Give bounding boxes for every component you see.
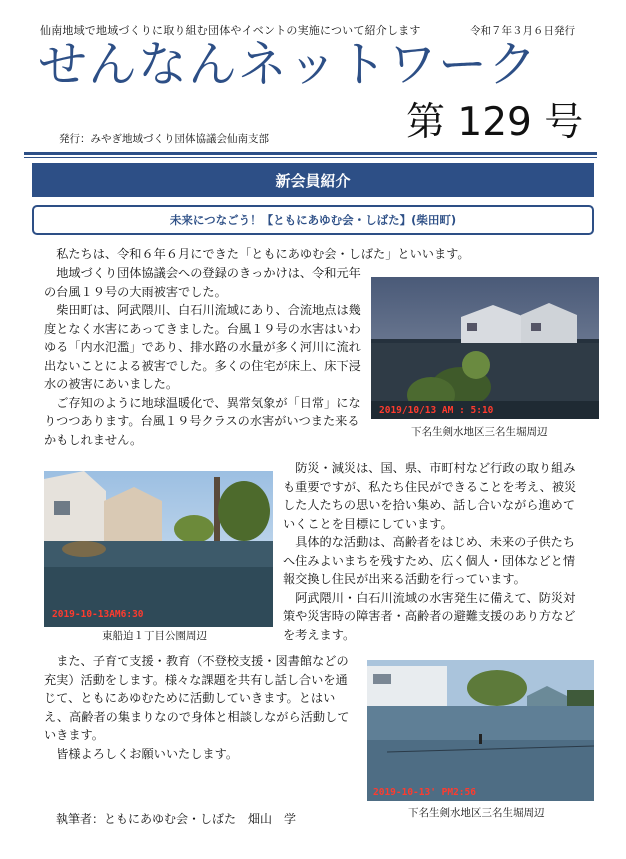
newsletter-title: せんなんネットワーク [38, 36, 539, 93]
photo-caption: 下名生剣水地区三名生堀周辺 [411, 426, 548, 438]
photo-caption: 東船迫１丁目公園周辺 [102, 630, 207, 642]
paragraph: 柴田町は、阿武隈川、白石川流域にあり、合流地点は幾度となく水害にあってきました。台風１９号の水害はいわゆる「内水氾濫」であり、排水路の水量が多く河川に流れ出ないことによる被害でした。多くの住宅が床上、床下浸水の被害にあいました。 [44, 303, 361, 391]
article-subheading: 未来につなごう！【ともにあゆむ会・しばた】(柴田町) [32, 205, 594, 235]
paragraph: 防災・減災は、国、県、市町村など行政の取り組みも重要ですが、私たち住民ができることを考え、被災した人たちの思いを拾い集め、話し合いながら進めていくことを目標にしています。 [283, 461, 577, 531]
page-tagline: 仙南地域で地域づくりに取り組む団体やイベントの実施について紹介します [40, 24, 421, 37]
flood-photo-1 [371, 277, 599, 419]
flood-photo-2 [44, 471, 273, 627]
flood-photo-3 [367, 660, 594, 801]
flooded-houses-image [371, 277, 599, 419]
flooded-field-image [367, 660, 594, 801]
article-block-1 [44, 245, 564, 264]
flooded-street-image [44, 471, 273, 627]
paragraph: 具体的な活動は、高齢者をはじめ、未来の子供たちへ住みよいまちを残すため、広く個人・団体などと情報交換し住民が出来る活動を行っています。 [283, 535, 576, 586]
photo-timestamp: 2019-10-13' PM2:56 [373, 787, 476, 798]
photo-caption: 下名生剣水地区三名生堀周辺 [408, 807, 545, 819]
photo-timestamp: 2019/10/13 AM : 5:10 [379, 405, 494, 416]
paragraph: 地域づくり団体協議会への登録のきっかけは、令和元年の台風１９号の大雨被害でした。 [44, 266, 361, 299]
publisher: 発行：みやぎ地域づくり団体協議会仙南支部 [59, 133, 269, 145]
section-banner: 新会員紹介 [32, 163, 594, 197]
paragraph: 皆様よろしくお願いいたします。 [56, 746, 239, 761]
photo-timestamp: 2019-10-13AM6:30 [52, 609, 144, 620]
paragraph: 私たちは、令和６年６月にできた「ともにあゆむ会・しばた」といいます。 [56, 247, 470, 261]
author-credit: 執筆者：ともにあゆむ会・しばた 畑山 学 [56, 812, 297, 826]
paragraph: ご存知のように地球温暖化で、異常気象が「日常」になりつつあります。台風１９号クラスの水害がいつまた来るかもしれません。 [44, 395, 361, 447]
article-block-2 [44, 264, 361, 449]
header-rule-thick [24, 152, 597, 155]
article-block-3 [283, 459, 585, 644]
article-block-4 [44, 652, 356, 763]
paragraph: 阿武隈川・白石川流域の水害発生に備えて、防災対策や災害時の障害者・高齢者の避難支援のあり方などを考えます。 [283, 590, 576, 642]
issue-number: 第 129 号 [406, 100, 584, 145]
header-rule-thin [24, 157, 597, 158]
issue-date: 令和７年３月６日発行 [470, 25, 575, 37]
paragraph: また、子育て支援・教育（不登校支援・図書館などの充実）活動をします。様々な課題を共有し話し合いを通じて、ともにあゆむために活動していきます。とはいえ、高齢者の集まりなので身体と相談しながら活動していきます。 [44, 654, 350, 742]
